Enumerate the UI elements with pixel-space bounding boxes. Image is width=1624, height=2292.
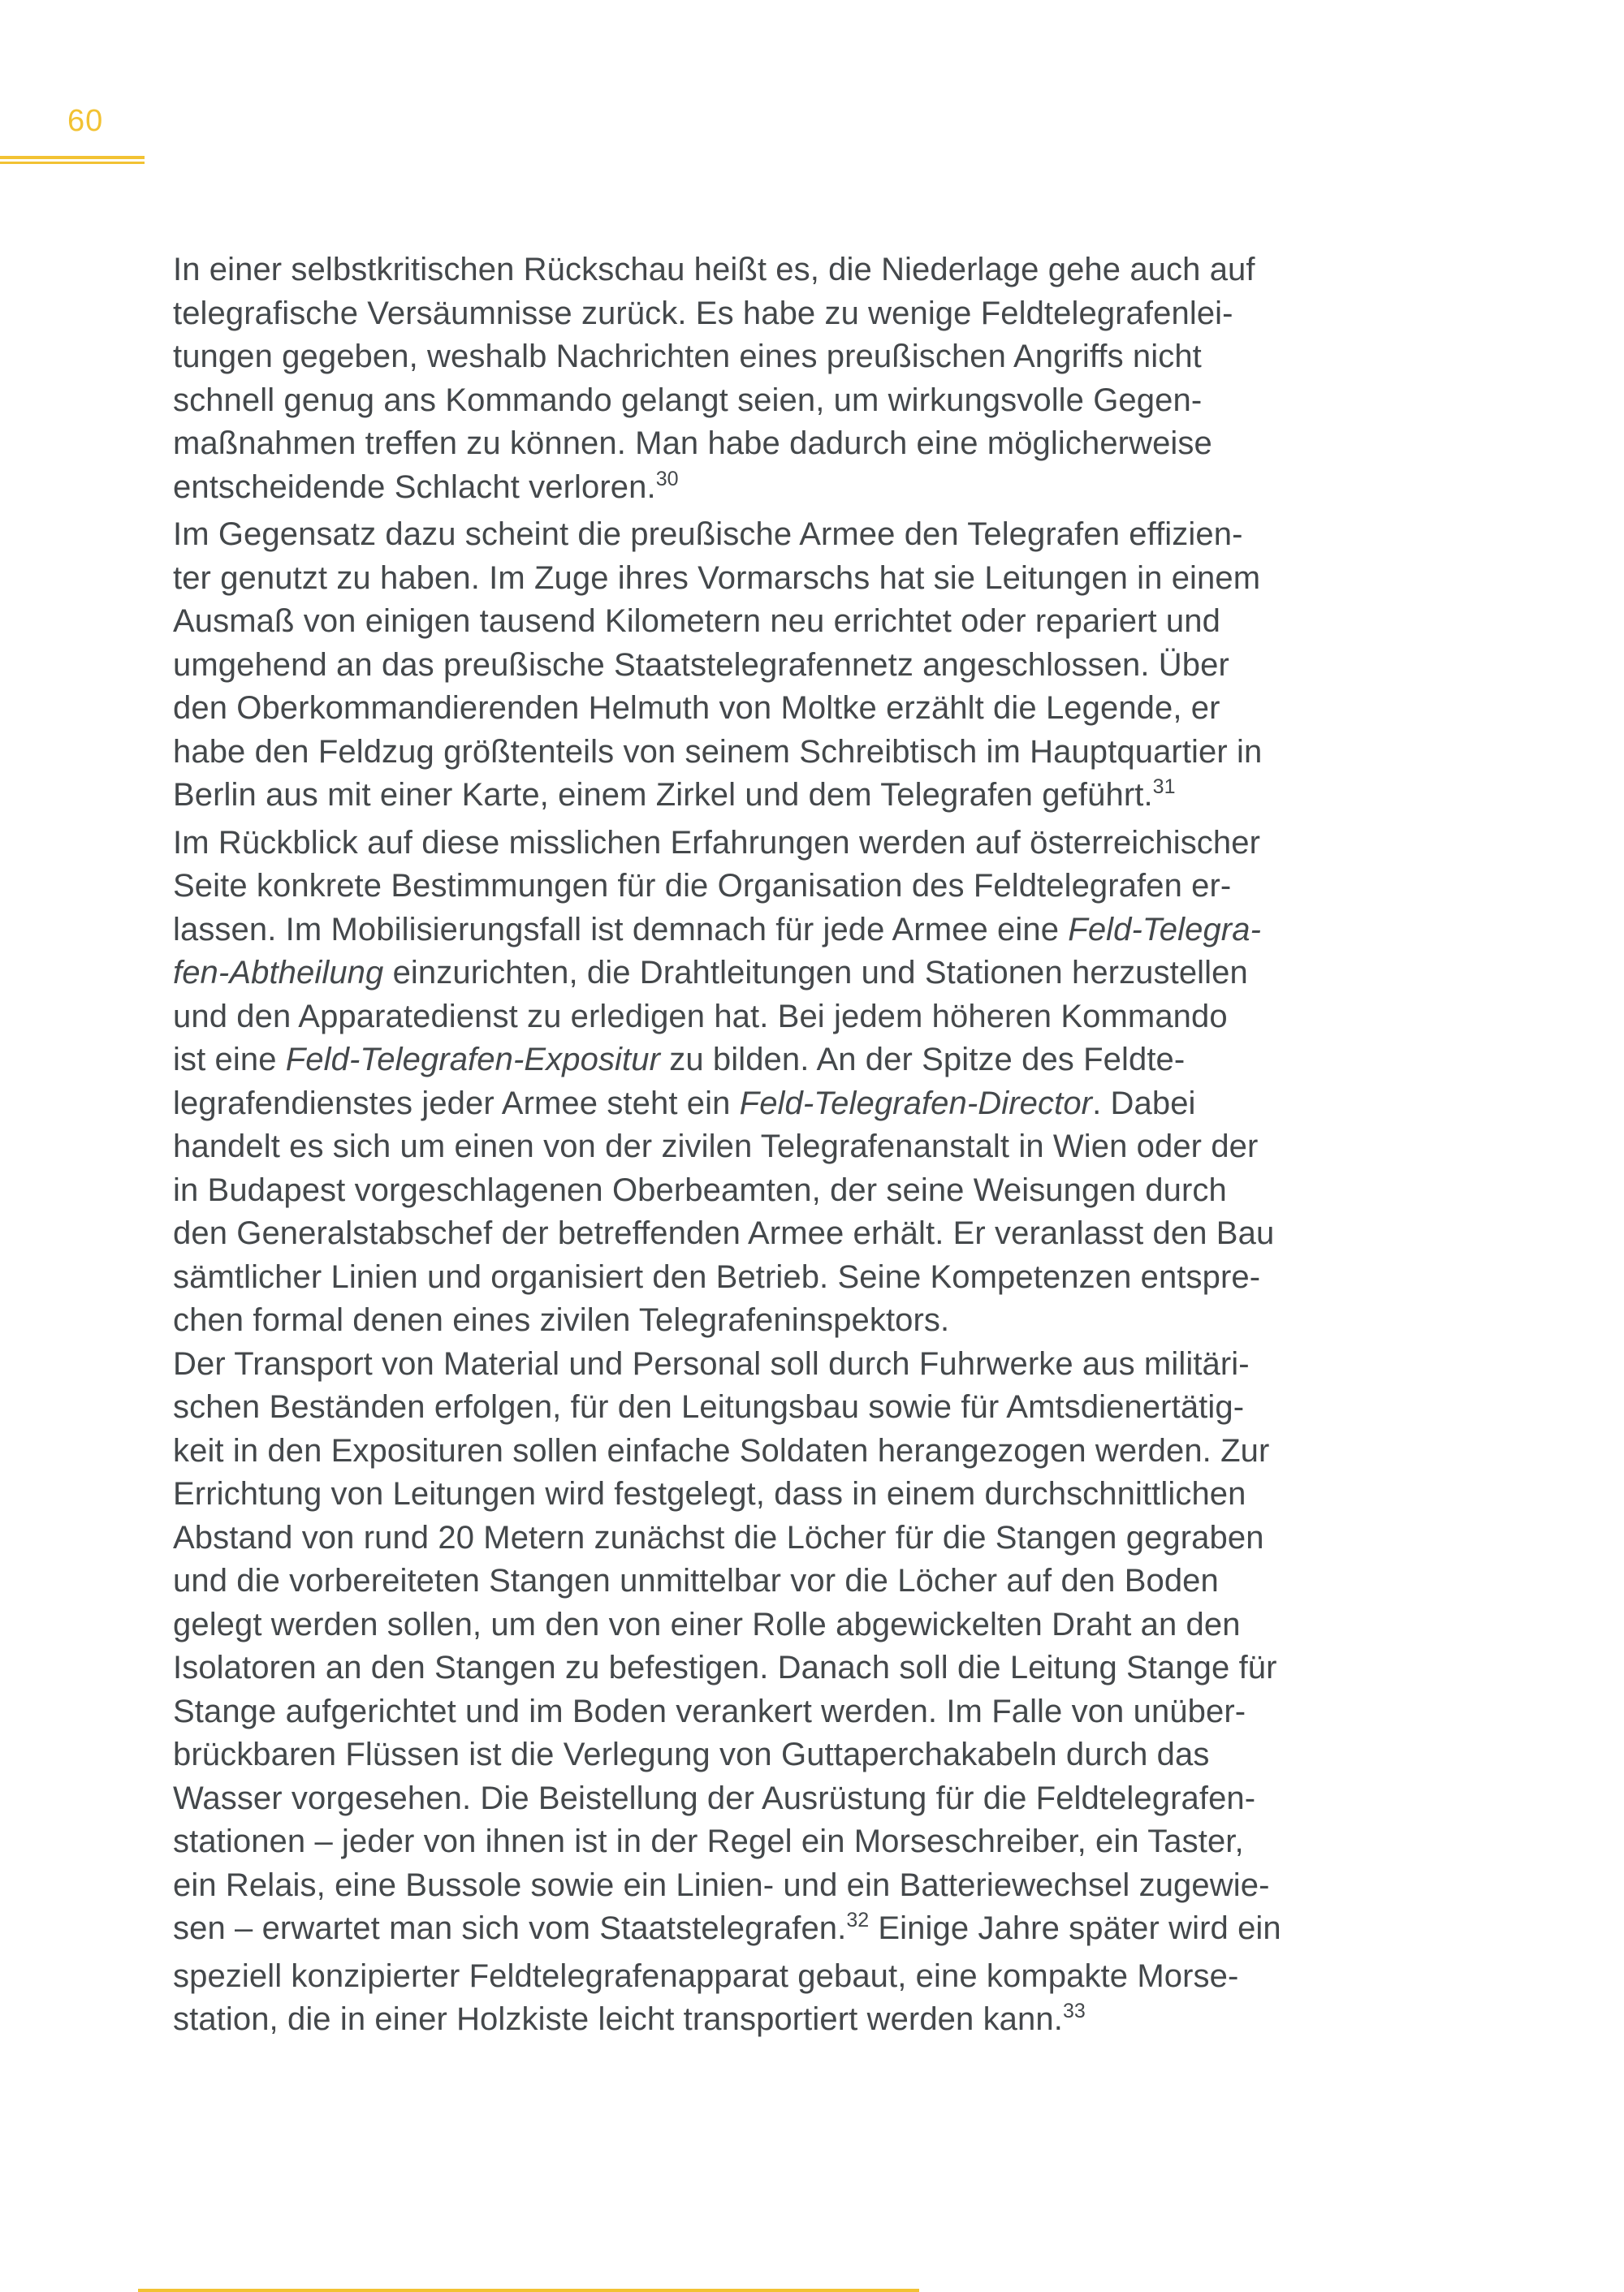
text-segment: und den Apparatedienst zu erledigen hat. Bei jedem höheren Kommando xyxy=(173,998,1228,1034)
text-segment: Isolatoren an den Stangen zu befestigen. Danach soll die Leitung Stange für xyxy=(173,1650,1277,1686)
text-segment: Im Rückblick auf diese misslichen Erfahrungen werden auf österreichischer xyxy=(173,824,1261,861)
text-line xyxy=(173,1343,1350,1387)
text-line xyxy=(173,1299,1350,1343)
body-text xyxy=(173,248,1350,2046)
text-line xyxy=(173,1864,1350,1908)
text-segment: Seite konkrete Bestimmungen für die Organisation des Feldtelegrafen er- xyxy=(173,868,1232,904)
text-line xyxy=(173,731,1350,775)
text-line xyxy=(173,292,1350,336)
text-line xyxy=(173,1777,1350,1821)
text-line xyxy=(173,1256,1350,1300)
text-line xyxy=(173,557,1350,601)
footnote-ref: 32 xyxy=(846,1909,870,1932)
text-segment: zu bilden. An der Spitze des Feldte- xyxy=(660,1042,1186,1077)
text-line xyxy=(173,422,1350,466)
text-segment: legrafendienstes jeder Armee steht ein xyxy=(173,1085,740,1121)
text-segment: und die vorbereiteten Stangen unmittelbar vor die Löcher auf den Boden xyxy=(173,1563,1219,1599)
text-line xyxy=(173,865,1350,909)
text-segment: . Dabei xyxy=(1092,1085,1196,1121)
text-line xyxy=(173,1038,1350,1082)
text-segment: einzurichten, die Drahtleitungen und Stationen herzustellen xyxy=(383,955,1248,991)
text-segment: Im Gegensatz dazu scheint die preußische Armee den Telegrafen effizien- xyxy=(173,516,1243,552)
text-line xyxy=(173,1386,1350,1430)
text-segment: entscheidende Schlacht verloren. xyxy=(173,468,656,505)
text-line xyxy=(173,335,1350,379)
text-line xyxy=(173,1733,1350,1777)
text-line xyxy=(173,1998,1350,2046)
text-segment: sen – erwartet man sich vom Staatstelegrafen. xyxy=(173,1910,847,1946)
text-line xyxy=(173,995,1350,1039)
text-line xyxy=(173,1169,1350,1213)
text-segment: umgehend an das preußische Staatstelegrafennetz angeschlossen. Über xyxy=(173,646,1229,683)
text-line xyxy=(173,1560,1350,1604)
text-segment: lassen. Im Mobilisierungsfall ist demnach für jede Armee eine xyxy=(173,911,1069,947)
text-segment: fen-Abtheilung xyxy=(173,955,384,991)
text-line xyxy=(173,248,1350,292)
text-segment: keit in den Exposituren sollen einfache Soldaten herangezogen werden. Zur xyxy=(173,1432,1270,1469)
text-line xyxy=(173,513,1350,557)
text-segment: Feld-Telegra- xyxy=(1068,911,1261,947)
text-segment: Feld-Telegrafen-Expositur xyxy=(285,1042,661,1077)
text-segment: Errichtung von Leitungen wird festgelegt, dass in einem durchschnittlichen xyxy=(173,1476,1246,1512)
text-line xyxy=(173,1517,1350,1560)
page-number: 60 xyxy=(67,104,104,138)
page-number-rule xyxy=(0,156,145,164)
text-line xyxy=(173,1604,1350,1647)
text-line xyxy=(173,466,1350,514)
text-line xyxy=(173,822,1350,865)
text-line xyxy=(173,644,1350,688)
text-segment: Der Transport von Material und Personal soll durch Fuhrwerke aus militäri- xyxy=(173,1345,1250,1382)
text-line xyxy=(173,1907,1350,1955)
bottom-rule xyxy=(138,2289,919,2292)
footnote-ref: 33 xyxy=(1062,2000,1086,2022)
text-segment: tungen gegeben, weshalb Nachrichten eines preußischen Angriffs nicht xyxy=(173,339,1202,374)
text-segment: schen Beständen erfolgen, für den Leitungsbau sowie für Amtsdienertätig- xyxy=(173,1389,1245,1425)
text-line xyxy=(173,774,1350,822)
text-line xyxy=(173,1955,1350,1999)
text-segment: schnell genug ans Kommando gelangt seien, um wirkungsvolle Gegen- xyxy=(173,382,1203,418)
text-segment: den Generalstabschef der betreffenden Armee erhält. Er veranlasst den Bau xyxy=(173,1215,1275,1251)
text-segment: Berlin aus mit einer Karte, einem Zirkel und dem Telegrafen geführt. xyxy=(173,777,1153,813)
text-line xyxy=(173,1430,1350,1474)
text-segment: habe den Feldzug größtenteils von seinem Schreibtisch im Hauptquartier in xyxy=(173,733,1263,770)
text-line xyxy=(173,1690,1350,1734)
text-line xyxy=(173,379,1350,423)
text-line xyxy=(173,1082,1350,1126)
text-line xyxy=(173,909,1350,952)
text-line xyxy=(173,600,1350,644)
text-segment: Einige Jahre später wird ein xyxy=(869,1910,1281,1946)
text-segment: chen formal denen eines zivilen Telegrafeninspektors. xyxy=(173,1302,950,1338)
text-segment: telegrafische Versäumnisse zurück. Es habe zu wenige Feldtelegrafenlei- xyxy=(173,295,1233,331)
text-segment: in Budapest vorgeschlagenen Oberbeamten, der seine Weisungen durch xyxy=(173,1172,1227,1208)
text-line xyxy=(173,1473,1350,1517)
text-line xyxy=(173,1647,1350,1690)
text-segment: Abstand von rund 20 Metern zunächst die Löcher für die Stangen gegraben xyxy=(173,1519,1264,1556)
footnote-ref: 31 xyxy=(1152,775,1176,798)
text-segment: In einer selbstkritischen Rückschau heißt es, die Niederlage gehe auch auf xyxy=(173,252,1255,287)
text-line xyxy=(173,952,1350,995)
text-segment: den Oberkommandierenden Helmuth von Moltke erzählt die Legende, er xyxy=(173,690,1220,726)
text-segment: sämtlicher Linien und organisiert den Betrieb. Seine Kompetenzen entspre- xyxy=(173,1258,1261,1295)
text-segment: ein Relais, eine Bussole sowie ein Linien- und ein Batteriewechsel zugewie- xyxy=(173,1867,1270,1903)
text-segment: stationen – jeder von ihnen ist in der Regel ein Morseschreiber, ein Taster, xyxy=(173,1824,1244,1859)
text-segment: ter genutzt zu haben. Im Zuge ihres Vormarschs hat sie Leitungen in einem xyxy=(173,559,1261,596)
text-segment: station, die in einer Holzkiste leicht transportiert werden kann. xyxy=(173,2001,1063,2037)
text-segment: Wasser vorgesehen. Die Beistellung der Ausrüstung für die Feldtelegrafen- xyxy=(173,1780,1256,1816)
text-line xyxy=(173,1125,1350,1169)
text-segment: speziell konzipierter Feldtelegrafenapparat gebaut, eine kompakte Morse- xyxy=(173,1957,1239,1994)
text-segment: Ausmaß von einigen tausend Kilometern neu errichtet oder repariert und xyxy=(173,603,1220,639)
footnote-ref: 30 xyxy=(655,467,679,490)
text-segment: Feld-Telegrafen-Director xyxy=(739,1085,1093,1121)
text-segment: gelegt werden sollen, um den von einer Rolle abgewickelten Draht an den xyxy=(173,1606,1241,1642)
text-line xyxy=(173,1212,1350,1256)
text-line xyxy=(173,687,1350,731)
text-segment: ist eine xyxy=(173,1042,286,1077)
text-segment: maßnahmen treffen zu können. Man habe dadurch eine möglicherweise xyxy=(173,425,1212,461)
text-line xyxy=(173,1820,1350,1864)
text-segment: brückbaren Flüssen ist die Verlegung von Guttaperchakabeln durch das xyxy=(173,1737,1210,1772)
text-segment: handelt es sich um einen von der zivilen Telegrafenanstalt in Wien oder der xyxy=(173,1129,1259,1164)
text-segment: Stange aufgerichtet und im Boden verankert werden. Im Falle von unüber- xyxy=(173,1693,1246,1729)
